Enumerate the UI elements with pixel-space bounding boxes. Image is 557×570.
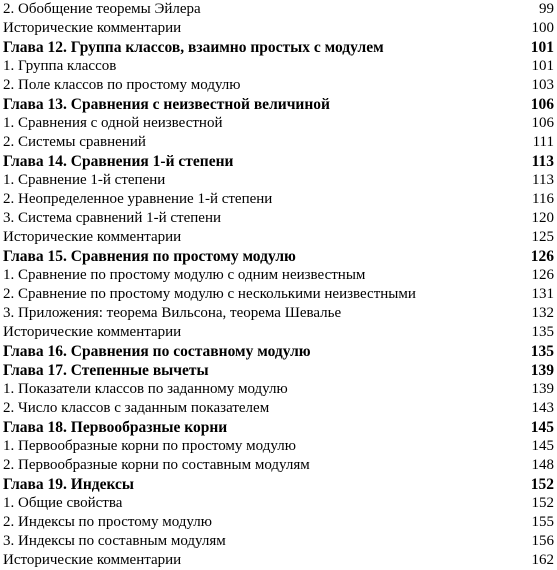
toc-row bbox=[3, 551, 554, 570]
toc-row bbox=[3, 437, 554, 456]
toc-entry-page: 145 bbox=[531, 438, 554, 454]
toc-row bbox=[3, 513, 554, 532]
toc-entry-title: 2. Сравнение по простому модулю с несколькими неизвестными bbox=[3, 286, 416, 302]
toc-entry-title: 3. Система сравнений 1-й степени bbox=[3, 210, 221, 226]
toc-entry-title: 1. Сравнения с одной неизвестной bbox=[3, 115, 223, 131]
toc-entry-title: 2. Неопределенное уравнение 1-й степени bbox=[3, 191, 273, 207]
toc-row bbox=[3, 0, 554, 19]
toc-chapter-page: 126 bbox=[530, 248, 554, 265]
toc-row bbox=[3, 209, 554, 228]
toc-chapter-title: Глава 14. Сравнения 1-й степени bbox=[3, 153, 234, 170]
toc-chapter-title: Глава 15. Сравнения по простому модулю bbox=[3, 248, 296, 265]
toc-row bbox=[3, 494, 554, 513]
toc-row bbox=[3, 285, 554, 304]
toc-chapter-row bbox=[3, 247, 554, 266]
toc-chapter-page: 152 bbox=[530, 476, 554, 493]
toc-entry-title: Исторические комментарии bbox=[3, 552, 182, 568]
toc-row bbox=[3, 456, 554, 475]
toc-entry-page: 148 bbox=[531, 457, 554, 473]
toc-entry-title: 2. Первообразные корни по составным модулям bbox=[3, 457, 310, 473]
toc-entry-page: 113 bbox=[532, 172, 554, 188]
toc-chapter-row bbox=[3, 38, 554, 57]
toc-chapter-page: 101 bbox=[530, 39, 554, 56]
toc-entry-page: 116 bbox=[532, 191, 554, 207]
toc-entry-title: 1. Общие свойства bbox=[3, 495, 123, 511]
toc-chapter-title: Глава 19. Индексы bbox=[3, 476, 135, 493]
toc-chapter-row bbox=[3, 361, 554, 380]
toc-entry-title: 1. Сравнение по простому модулю с одним неизвестным bbox=[3, 267, 366, 283]
toc-chapter-row bbox=[3, 342, 554, 361]
toc-row bbox=[3, 133, 554, 152]
toc-entry-title: 1. Показатели классов по заданному модулю bbox=[3, 381, 288, 397]
toc-entry-title: 1. Группа классов bbox=[3, 58, 117, 74]
toc-chapter-row bbox=[3, 418, 554, 437]
toc-entry-page: 155 bbox=[531, 514, 554, 530]
toc-entry-page: 135 bbox=[531, 324, 554, 340]
toc-entry-title: 3. Приложения: теорема Вильсона, теорема Шевалье bbox=[3, 305, 342, 321]
toc-row bbox=[3, 57, 554, 76]
toc-entry-title: 2. Системы сравнений bbox=[3, 134, 146, 150]
toc-entry-title: 3. Индексы по составным модулям bbox=[3, 533, 226, 549]
toc-entry-page: 100 bbox=[531, 20, 554, 36]
toc-row bbox=[3, 380, 554, 399]
toc-row bbox=[3, 190, 554, 209]
toc-entry-page: 152 bbox=[531, 495, 554, 511]
toc-chapter-page: 106 bbox=[530, 96, 554, 113]
toc-entry-page: 99 bbox=[539, 1, 554, 17]
toc-entry-title: Исторические комментарии bbox=[3, 229, 182, 245]
toc-entry-title: 2. Поле классов по простому модулю bbox=[3, 77, 241, 93]
toc-chapter-page: 113 bbox=[531, 153, 554, 170]
toc-entry-page: 120 bbox=[531, 210, 554, 226]
toc-entry-page: 103 bbox=[531, 77, 554, 93]
toc-entry-title: 2. Индексы по простому модулю bbox=[3, 514, 212, 530]
toc-entry-page: 143 bbox=[531, 400, 554, 416]
toc-row bbox=[3, 19, 554, 38]
toc-entry-title: 2. Число классов с заданным показателем bbox=[3, 400, 270, 416]
toc-entry-page: 131 bbox=[531, 286, 554, 302]
toc-entry-page: 125 bbox=[531, 229, 554, 245]
toc-chapter-row bbox=[3, 95, 554, 114]
toc-chapter-title: Глава 17. Степенные вычеты bbox=[3, 362, 209, 379]
toc-row bbox=[3, 171, 554, 190]
toc-chapter-row bbox=[3, 475, 554, 494]
table-of-contents bbox=[3, 0, 554, 568]
toc-entry-page: 126 bbox=[531, 267, 554, 283]
toc-chapter-page: 135 bbox=[530, 343, 554, 360]
toc-entry-page: 162 bbox=[531, 552, 554, 568]
toc-chapter-row bbox=[3, 152, 554, 171]
toc-row bbox=[3, 399, 554, 418]
toc-entry-page: 111 bbox=[532, 134, 554, 150]
toc-entry-title: 1. Сравнение 1-й степени bbox=[3, 172, 166, 188]
toc-chapter-page: 139 bbox=[530, 362, 554, 379]
toc-row bbox=[3, 114, 554, 133]
toc-chapter-title: Глава 13. Сравнения с неизвестной величиной bbox=[3, 96, 330, 113]
toc-row bbox=[3, 532, 554, 551]
toc-entry-title: 2. Обобщение теоремы Эйлера bbox=[3, 1, 201, 17]
toc-chapter-page: 145 bbox=[530, 419, 554, 436]
toc-entry-page: 106 bbox=[531, 115, 554, 131]
toc-row bbox=[3, 323, 554, 342]
toc-chapter-title: Глава 16. Сравнения по составному модулю bbox=[3, 343, 311, 360]
toc-row bbox=[3, 228, 554, 247]
toc-entry-title: Исторические комментарии bbox=[3, 324, 182, 340]
toc-entry-title: Исторические комментарии bbox=[3, 20, 182, 36]
toc-entry-title: 1. Первообразные корни по простому модулю bbox=[3, 438, 296, 454]
toc-row bbox=[3, 304, 554, 323]
toc-chapter-title: Глава 12. Группа классов, взаимно простых с модулем bbox=[3, 39, 384, 56]
toc-entry-page: 101 bbox=[531, 58, 554, 74]
toc-row bbox=[3, 76, 554, 95]
toc-row bbox=[3, 266, 554, 285]
toc-entry-page: 132 bbox=[531, 305, 554, 321]
toc-entry-page: 156 bbox=[531, 533, 554, 549]
toc-entry-page: 139 bbox=[531, 381, 554, 397]
toc-chapter-title: Глава 18. Первообразные корни bbox=[3, 419, 228, 436]
